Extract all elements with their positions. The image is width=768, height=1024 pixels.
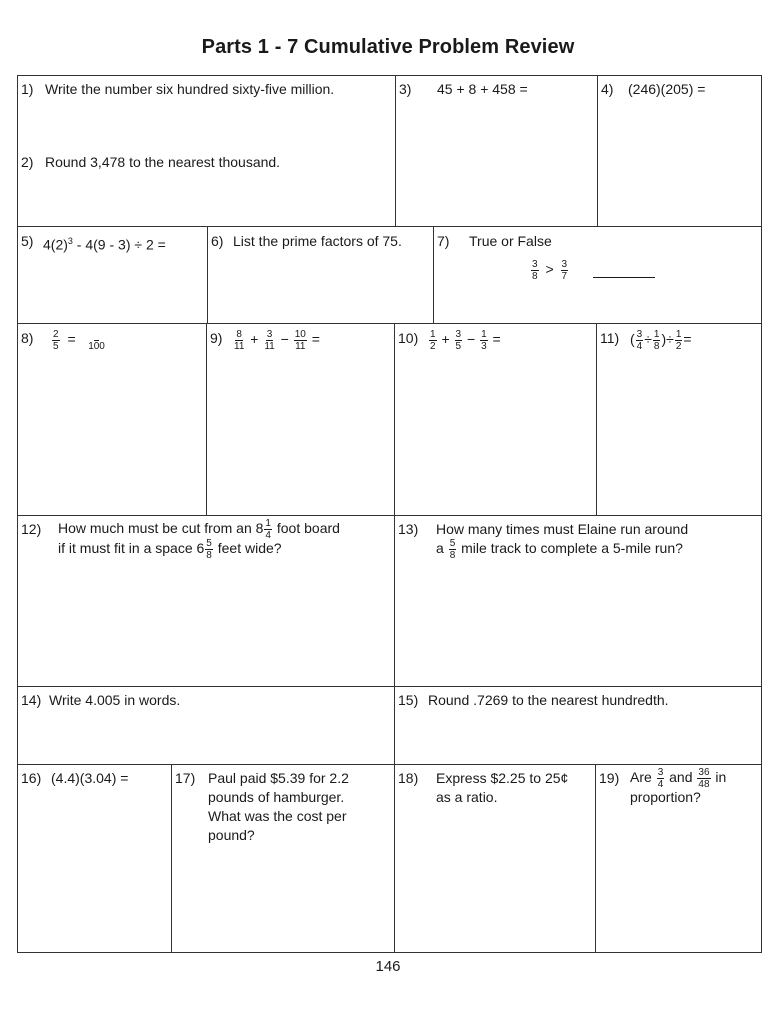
- denominator: 8: [206, 550, 212, 561]
- problem-cell-3: [395, 75, 598, 227]
- problem-cell-7: [433, 226, 762, 324]
- operator: >: [545, 261, 554, 278]
- problem-text-line: pounds of hamburger.: [208, 789, 345, 805]
- fraction: [52, 329, 60, 352]
- fraction: [233, 329, 245, 352]
- problem-text: True or False: [469, 233, 552, 249]
- expression-base: 4(2): [43, 236, 68, 253]
- text: if it must fit in a space 6: [58, 540, 205, 557]
- problem-text: Write 4.005 in words.: [49, 692, 181, 708]
- fraction: [263, 329, 275, 352]
- problem-text-line: Paul paid $5.39 for 2.2: [208, 770, 349, 786]
- numerator: 3: [636, 329, 643, 340]
- open-paren: (: [630, 331, 635, 348]
- problem-number: 18): [398, 770, 419, 786]
- problem-cell-9: [206, 323, 395, 516]
- denominator: 100: [88, 341, 105, 352]
- problem-text-line: How many times must Elaine run around: [436, 521, 689, 537]
- equals-sign: =: [311, 331, 320, 348]
- denominator: 11: [264, 341, 275, 352]
- problem-expression: [43, 232, 166, 255]
- problem-text-line: [436, 538, 683, 561]
- text: mile track to complete a 5-mile run?: [461, 540, 683, 557]
- fraction: [294, 329, 307, 352]
- exponent: 3: [67, 236, 73, 246]
- numerator: 1: [265, 518, 271, 529]
- fraction: [455, 329, 463, 352]
- problem-number: 15): [398, 692, 419, 708]
- problem-number: 13): [398, 521, 419, 537]
- problem-text-line: [58, 538, 282, 561]
- text: feet wide?: [217, 540, 282, 557]
- text: foot board: [276, 520, 340, 537]
- problem-cell-11: [596, 323, 762, 516]
- problem-cell-5: [17, 226, 208, 324]
- equals-sign: =: [492, 331, 501, 348]
- fraction: [636, 329, 644, 352]
- numerator: 3: [561, 259, 568, 270]
- problem-text: Round .7269 to the nearest hundredth.: [428, 692, 669, 708]
- problem-cell-14: [17, 686, 395, 765]
- denominator: 4: [657, 779, 664, 790]
- numerator: 2: [53, 329, 59, 340]
- denominator: 8: [532, 271, 538, 282]
- problem-number: 12): [21, 521, 42, 537]
- problem-number: 6): [211, 233, 224, 249]
- problem-number: 16): [21, 770, 42, 786]
- problem-cell-6: [207, 226, 434, 324]
- problem-cell-12: [17, 515, 395, 687]
- numerator: 3: [455, 329, 462, 340]
- problem-expression: [232, 329, 320, 352]
- page-number: 146: [375, 958, 401, 975]
- operator: =: [67, 331, 76, 348]
- operator: −: [280, 331, 289, 348]
- problem-expression: [51, 329, 111, 352]
- denominator: 4: [636, 341, 643, 352]
- problem-expression: [630, 329, 692, 352]
- fraction: [653, 329, 661, 352]
- problem-cell-10: [394, 323, 597, 516]
- problem-number: 3): [399, 81, 412, 97]
- fraction: [675, 329, 683, 352]
- denominator: 11: [295, 341, 306, 352]
- expression-rest: - 4(9 - 3) ÷ 2 =: [72, 236, 166, 253]
- fraction: [429, 329, 437, 352]
- problem-number: 8): [21, 330, 34, 346]
- problem-text: Write the number six hundred sixty-five million.: [45, 81, 335, 97]
- fraction-comparison: [530, 259, 655, 282]
- page-title: Parts 1 - 7 Cumulative Problem Review: [201, 36, 575, 58]
- answer-blank: [593, 263, 655, 278]
- text: How much must be cut from an 8: [58, 520, 264, 537]
- text: a: [436, 540, 444, 557]
- problem-cell-18: [394, 764, 596, 953]
- denominator: 11: [234, 341, 245, 352]
- numerator: 8: [236, 329, 242, 340]
- problem-text-line: proportion?: [630, 789, 701, 805]
- fraction: [657, 767, 665, 790]
- numerator: 5: [449, 538, 456, 549]
- denominator: 4: [265, 530, 271, 541]
- denominator: 5: [53, 341, 59, 352]
- problem-number: 19): [599, 770, 620, 786]
- problem-number: 5): [21, 233, 34, 249]
- problem-cell-17: [171, 764, 395, 953]
- fraction: [561, 259, 569, 282]
- numerator: 1: [675, 329, 682, 340]
- problem-cell-4: [597, 75, 762, 227]
- equals-sign: =: [683, 331, 692, 348]
- operator: ÷: [666, 331, 674, 348]
- problem-expression: [428, 329, 501, 352]
- text: and: [669, 769, 693, 786]
- problem-text-line: What was the cost per: [208, 808, 347, 824]
- fraction-blank: [84, 329, 110, 352]
- denominator: 5: [455, 341, 462, 352]
- problem-number: 9): [210, 330, 223, 346]
- problem-cell-8: [17, 323, 207, 516]
- problem-number: 14): [21, 692, 42, 708]
- denominator: 2: [430, 341, 436, 352]
- operator: +: [441, 331, 450, 348]
- problem-number: 4): [601, 81, 614, 97]
- text: Are: [630, 769, 652, 786]
- denominator: 2: [675, 341, 682, 352]
- fraction: [697, 767, 710, 790]
- problem-number: 2): [21, 154, 34, 170]
- numerator: 36: [698, 767, 710, 778]
- fraction: [531, 259, 539, 282]
- problem-text-line: pound?: [208, 827, 255, 843]
- problem-text: (4.4)(3.04) =: [51, 770, 129, 786]
- denominator: 7: [561, 271, 568, 282]
- denominator: 8: [449, 550, 456, 561]
- problem-cell-16: [17, 764, 172, 953]
- problem-text: 45 + 8 + 458 =: [437, 81, 528, 97]
- problem-text-line: Express $2.25 to 25¢: [436, 770, 569, 786]
- mixed-number-fraction: [205, 538, 213, 561]
- close-paren: ): [661, 331, 667, 348]
- problem-cell-15: [394, 686, 762, 765]
- numerator: 10: [294, 329, 306, 340]
- problem-text-line: as a ratio.: [436, 789, 498, 805]
- problem-cell-1-2: [17, 75, 396, 227]
- numerator: 3: [532, 259, 538, 270]
- problem-number: 1): [21, 81, 34, 97]
- problem-text: (246)(205) =: [628, 81, 706, 97]
- problem-number: 17): [175, 770, 196, 786]
- denominator: 8: [653, 341, 660, 352]
- operator: +: [250, 331, 259, 348]
- numerator: [94, 329, 99, 341]
- numerator: 5: [206, 538, 212, 549]
- fraction: [449, 538, 457, 561]
- fraction: [480, 329, 488, 352]
- numerator: 3: [266, 329, 273, 340]
- numerator: 3: [657, 767, 664, 778]
- numerator: 1: [481, 329, 487, 340]
- operator: −: [466, 331, 476, 348]
- problem-number: 7): [437, 233, 450, 249]
- problem-number: 10): [398, 330, 419, 346]
- problem-number: 11): [600, 330, 620, 346]
- problem-text: List the prime factors of 75.: [233, 233, 402, 249]
- problem-text: Round 3,478 to the nearest thousand.: [45, 154, 281, 170]
- problem-text-line: [630, 767, 726, 790]
- numerator: 1: [653, 329, 660, 340]
- problem-cell-13: [394, 515, 762, 687]
- operator: ÷: [644, 331, 652, 348]
- problem-cell-19: [595, 764, 762, 953]
- denominator: 3: [481, 341, 487, 352]
- denominator: 48: [698, 779, 710, 790]
- numerator: 1: [430, 329, 436, 340]
- text: in: [715, 769, 727, 786]
